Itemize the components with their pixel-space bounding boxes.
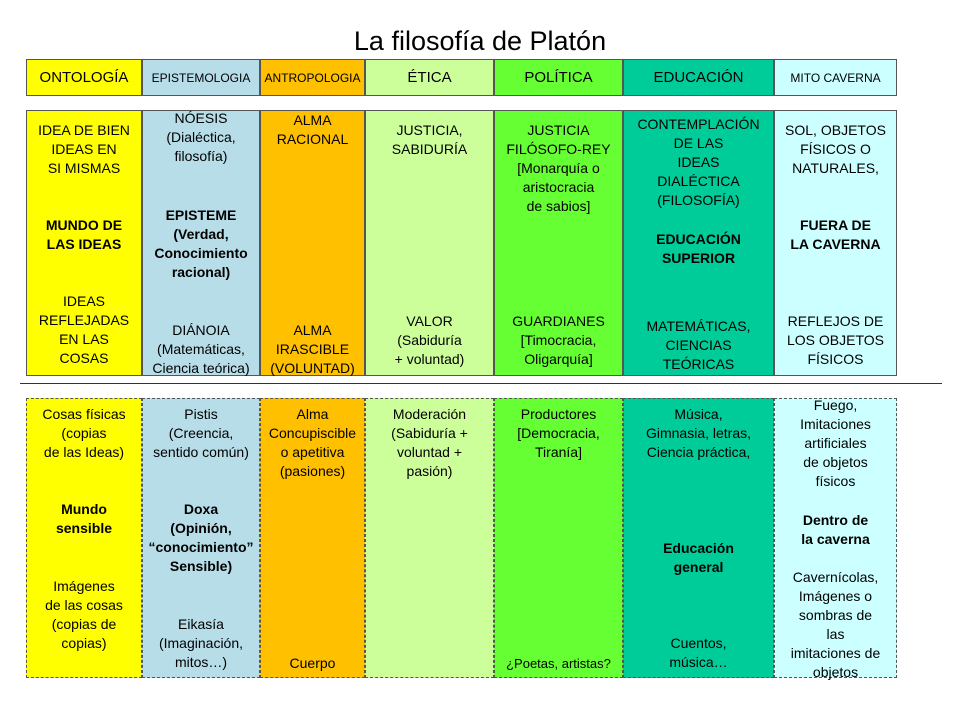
bottom-cell-mito-caverna [774,398,897,678]
bottom-ontologia-text-1: Cosas físicas (copias de las Ideas) [42,406,126,460]
bottom-mito-text-2: Dentro de la caverna [801,512,870,547]
top-mito-text-1: SOL, OBJETOS FÍSICOS O NATURALES, [785,122,886,176]
top-ontologia-text-3: IDEAS REFLEJADAS EN LAS COSAS [38,293,130,366]
bottom-cell-politica [494,398,623,678]
bottom-educacion-text-3: Cuentos, música… [669,635,728,670]
bottom-politica-text-1: Productores [Democracia, Tiranía] [517,406,600,460]
top-cell-mito-caverna [774,110,897,376]
top-educacion-text-2: EDUCACIÓN SUPERIOR [656,231,741,266]
top-etica-text-1: JUSTICIA, SABIDURÍA [391,122,468,157]
bottom-cell-ontologia [26,398,142,678]
top-epistemologia-text-3: DIÁNOIA (Matemáticas, Ciencia teórica) [152,322,250,376]
top-epistemologia-text-2: EPISTEME (Verdad, Conocimiento racional) [154,207,248,280]
top-politica-text-1: JUSTICIA FILÓSOFO-REY [Monarquía o aristocracia de sabios] [506,122,611,214]
header-epistemologia: EPISTEMOLOGIA [142,59,260,96]
bottom-mito-text-1: Fuego, Imitaciones artificiales de objetos físicos [800,397,871,489]
header-etica: ÉTICA [365,59,494,96]
bottom-ontologia-text-3: Imágenes de las cosas (copias de copias) [45,578,123,651]
header-ontologia: ONTOLOGÍA [26,59,142,96]
top-epistemologia-text-1: NÓESIS (Dialéctica, filosofía) [166,110,236,164]
intelligible-row [26,110,897,376]
bottom-antropologia-text-3: Cuerpo [289,655,336,671]
bottom-epistemologia-text-3: Eikasía (Imaginación, mitos…) [158,616,244,670]
bottom-cell-educacion [623,398,774,678]
bottom-cell-antropologia [260,398,365,678]
bottom-cell-etica [365,398,494,678]
top-mito-text-3: REFLEJOS DE LOS OBJETOS FÍSICOS [787,313,884,367]
bottom-educacion-text-1: Música, Gimnasia, letras, Ciencia práctica, [645,406,752,460]
header-educacion: EDUCACIÓN [623,59,774,96]
top-ontologia-text-1: IDEA DE BIEN IDEAS EN SI MISMAS [38,122,130,176]
bottom-epistemologia-text-2: Doxa (Opinión, “conocimiento” Sensible) [148,501,254,574]
top-educacion-text-1: CONTEMPLACIÓN DE LAS IDEAS DIALÉCTICA (FILOSOFÍA) [637,116,760,208]
bottom-etica-text-1: Moderación (Sabiduría + voluntad + pasión) [391,406,468,479]
bottom-epistemologia-text-1: Pistis (Creencia, sentido común) [153,406,249,460]
top-politica-text-3: GUARDIANES [Timocracia, Oligarquía] [512,313,605,367]
header-row [26,59,897,96]
bottom-educacion-text-2: Educación general [663,540,734,575]
top-mito-text-2: FUERA DE LA CAVERNA [790,217,881,252]
bottom-ontologia-text-2: Mundo sensible [55,501,113,536]
header-mito-caverna: MITO CAVERNA [774,59,897,96]
header-politica: POLÍTICA [494,59,623,96]
top-ontologia-text-2: MUNDO DE LAS IDEAS [45,217,123,252]
top-educacion-text-3: MATEMÁTICAS, CIENCIAS TEÓRICAS [646,318,751,372]
bottom-politica-text-3: ¿Poetas, artistas? [506,656,611,671]
top-cell-politica [494,110,623,376]
bottom-mito-text-3: Cavernícolas, Imágenes o sombras de las imitaciones de objetos [790,569,881,680]
top-antropologia-text-3: ALMA IRASCIBLE (VOLUNTAD) [270,322,355,376]
header-antropologia: ANTROPOLOGIA [260,59,365,96]
sensible-row [26,398,897,678]
top-cell-antropologia [260,110,365,376]
diagram-title: La filosofía de Platón [353,26,607,56]
divider-line [20,383,942,384]
top-cell-educacion [623,110,774,376]
top-cell-epistemologia [142,110,260,376]
top-antropologia-text-1: ALMA RACIONAL [276,112,349,147]
top-cell-etica [365,110,494,376]
top-etica-text-3: VALOR (Sabiduría + voluntad) [394,313,465,367]
top-cell-ontologia [26,110,142,376]
bottom-antropologia-text-1: Alma Concupiscible o apetitiva (pasiones) [268,406,357,479]
bottom-cell-epistemologia [142,398,260,678]
